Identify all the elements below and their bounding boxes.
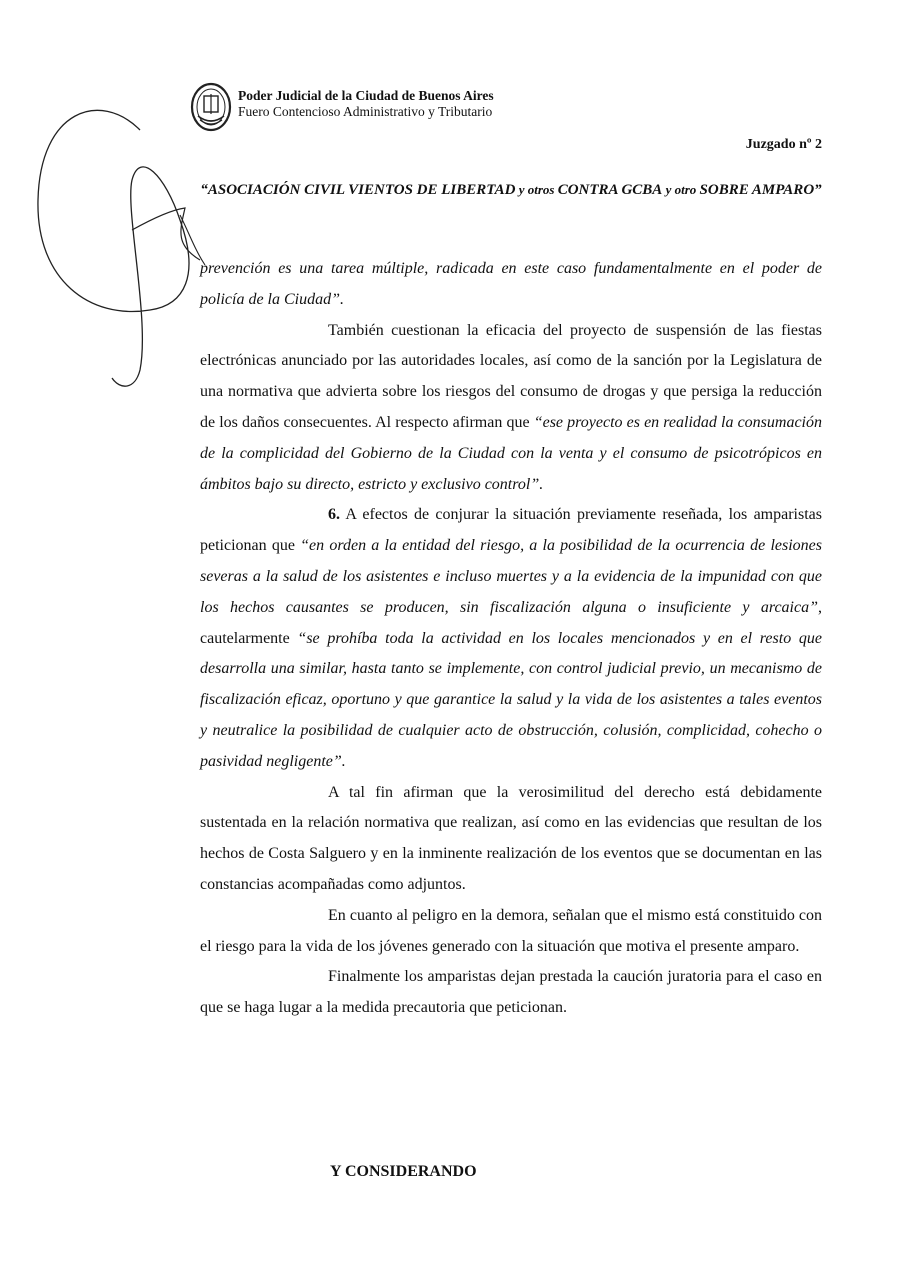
court-header [238, 88, 494, 120]
paragraph-6-quote-2: “se prohíba toda la actividad en los locales mencionados y en el resto que desarrolla una similar, hasta tanto se implemente, con control judicial previo, un mecanismo de fiscalización eficaz, oportuno y que garantice la salud y la vida de los asistentes a tales eventos y neutralice la posibilidad de cualquier acto de obstrucción, colusión, complicidad, cohecho o pasividad negligente”. [200, 629, 823, 770]
paragraph-6-text-2: , cautelarmente [200, 598, 822, 647]
quote-continuation: prevención es una tarea múltiple, radicada en este caso fundamentalmente en el poder de policía de la Ciudad”. [200, 260, 822, 308]
section-heading: Y CONSIDERANDO [330, 1163, 477, 1180]
paragraph-peligro: En cuanto al peligro en la demora, señalan que el mismo está constituido con el riesgo para la vida de los jóvenes generado con la situación que motiva el presente amparo. [200, 906, 822, 955]
paragraph-eficacia [200, 316, 822, 501]
paragraph-6-quote-1: “en orden a la entidad del riesgo, a la posibilidad de la ocurrencia de lesiones severas a la salud de los asistentes e incluso muertes y a la evidencia de la impunidad con que los hechos causantes se producen, sin fiscalización alguna o insuficiente y arcaica” [200, 537, 822, 616]
paragraph-6-text-1: A efectos de conjurar la situación previamente reseñada, los amparistas peticionan que [200, 506, 822, 555]
paragraph-number: 6. [328, 506, 340, 524]
paragraph-eficacia-text: También cuestionan la eficacia del proyecto de suspensión de las fiestas electrónicas anunciado por las autoridades locales, así como de la sanción por la Legislatura de una normativa que advierta sobre los riesgos del consumo de drogas y que persiga la reducción de los daños consecuentes. Al respecto afirman que [200, 321, 822, 431]
paragraph-continuation [200, 254, 822, 316]
paragraph-eficacia-quote: “ese proyecto es en realidad la consumación de la complicidad del Gobierno de la Ciudad con la venta y el consumo de psicotrópicos en ámbitos bajo su directo, estricto y exclusivo control”. [200, 413, 823, 493]
paragraph-6 [200, 500, 822, 777]
paragraph-caucion: Finalmente los amparistas dejan prestada la caución juratoria para el caso en que se haga lugar a la medida precautoria que peticionan. [200, 968, 822, 1017]
case-caption [200, 178, 822, 202]
caption-defendant: CONTRA GCBA [557, 182, 663, 198]
caption-connector-1: y otros [515, 182, 558, 197]
caption-plaintiff: “ASOCIACIÓN CIVIL VIENTOS DE LIBERTAD [200, 182, 516, 198]
document-body [200, 254, 822, 1024]
court-name: Poder Judicial de la Ciudad de Buenos Aires [238, 88, 494, 103]
caption-connector-2: y otro [662, 182, 700, 197]
court-fuero: Fuero Contencioso Administrativo y Tributario [238, 104, 493, 119]
court-seal-logo [190, 82, 232, 132]
juzgado-label: Juzgado nº 2 [745, 137, 822, 152]
caption-subject: SOBRE AMPARO” [699, 182, 822, 198]
paragraph-verosimilitud: A tal fin afirman que la verosimilitud del derecho está debidamente sustentada en la relación normativa que realizan, así como en las evidencias que resultan de los hechos de Costa Salguero y en la inminente realización de los eventos que se documentan en las constancias acompañadas como adjuntos. [200, 783, 822, 893]
